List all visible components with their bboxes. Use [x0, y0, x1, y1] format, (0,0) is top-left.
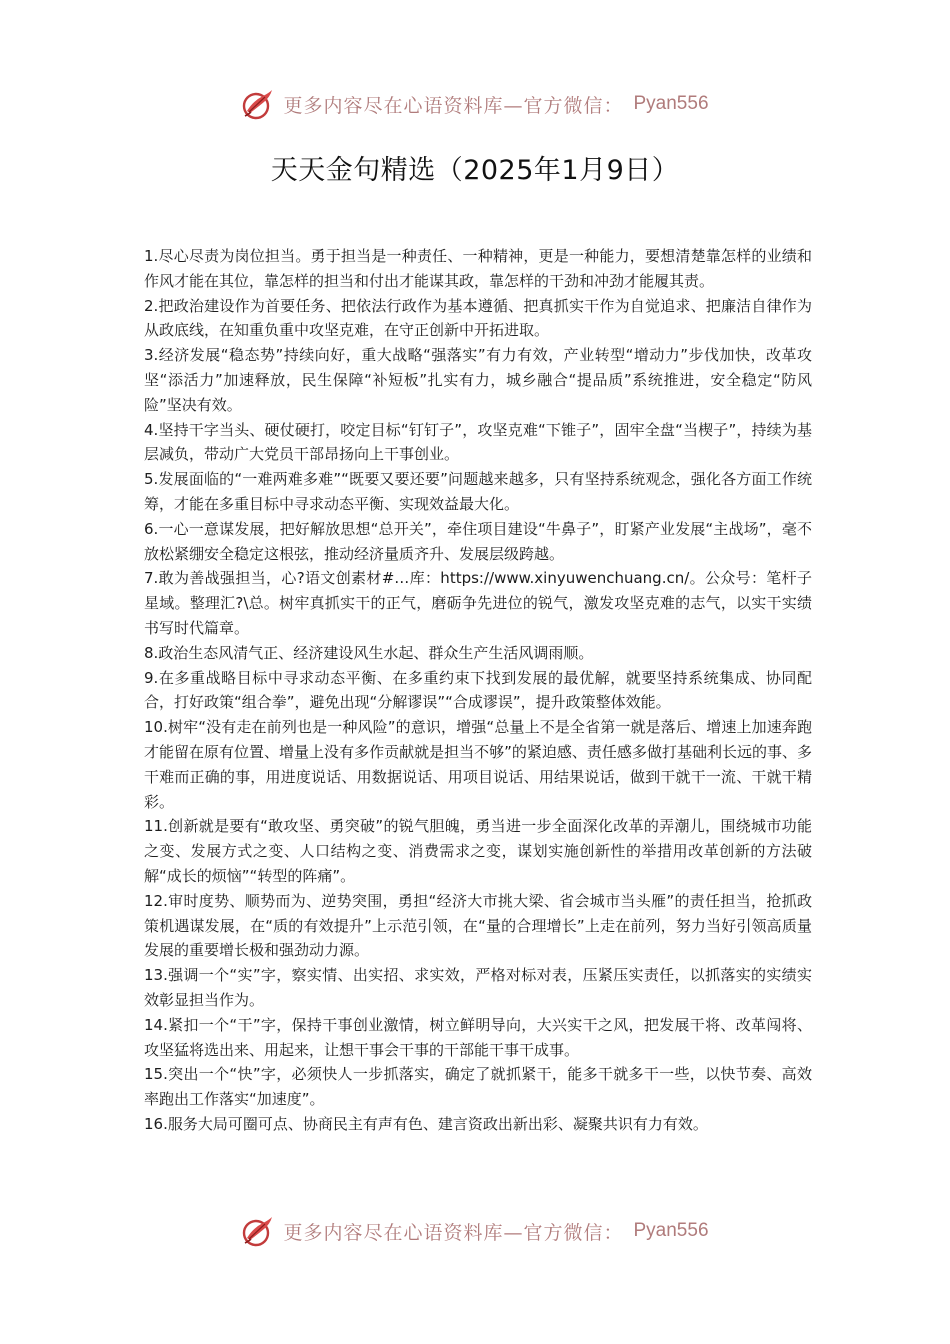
- footer-banner: [0, 1211, 950, 1251]
- quote-item: 6.一心一意谋发展，把好解放思想“总开关”，牵住项目建设“牛鼻子”，盯紧产业发展“主战场”，毫不放松紧绷安全稳定这根弦，推动经济量质齐升、发展层级跨越。: [144, 519, 812, 563]
- quote-item: 14.紧扣一个“干”字，保持干事创业激情，树立鲜明导向，大兴实干之风，把发展干将、改革闯将、攻坚猛将选出来、用起来，让想干事会干事的干部能干事干成事。: [144, 1015, 812, 1059]
- quote-item: 5.发展面临的“一难两难多难”“既要又要还要”问题越来越多，只有坚持系统观念，强化各方面工作统筹，才能在多重目标中寻求动态平衡、实现效益最大化。: [144, 470, 812, 513]
- quote-item: 13.强调一个“实”字，察实情、出实招、求实效，严格对标对表，压紧压实责任，以抓落实的实绩实效彰显担当作为。: [144, 966, 812, 1009]
- quote-item: 12.审时度势、顺势而为、逆势突围，勇担“经济大市挑大梁、省会城市当头雁”的责任担当，抢抓政策机遇谋发展，在“质的有效提升”上示范引领，在“量的合理增长”上走在前列，努力当好引领高质量发展的重要增长极和强劲动力源。: [144, 891, 812, 960]
- quote-item: 9.在多重战略目标中寻求动态平衡、在多重约束下找到发展的最优解，就要坚持系统集成、协同配合，打好政策“组合拳”，避免出现“分解谬误”“合成谬误”，提升政策整体效能。: [144, 668, 812, 712]
- quote-item: 11.创新就是要有“敢攻坚、勇突破”的锐气胆魄，勇当进一步全面深化改革的弄潮儿，围绕城市功能之变、发展方式之变、人口结构之变、消费需求之变，谋划实施创新性的举措用改革创新的方法破解“成长的烦恼”“转型的阵痛”。: [144, 817, 812, 885]
- quote-item: 10.树牢“没有走在前列也是一种风险”的意识，增强“总量上不是全省第一就是落后、增速上加速奔跑才能留在原有位置、增量上没有多作贡献就是担当不够”的紧迫感、责任感多做打基础利长远的事、多干难而正确的事，用进度说话、用数据说话、用项目说话、用结果说话，做到干就干一流、干就干精彩。: [144, 718, 812, 811]
- quote-item: 3.经济发展“稳态势”持续向好，重大战略“强落实”有力有效，产业转型“增动力”步伐加快，改革攻坚“添活力”加速释放，民生保障“补短板”扎实有力，城乡融合“提品质”系统推进，安全稳定“防风险”坚决有效。: [144, 346, 812, 414]
- wechat-id: Pyan556: [633, 93, 709, 114]
- header-banner: [0, 84, 950, 124]
- banner-text: 更多内容尽在心语资料库—官方微信：: [283, 1221, 624, 1244]
- quote-item: 15.突出一个“快”字，必须快人一步抓落实，确定了就抓紧干，能多干就多干一些，以快节奏、高效率跑出工作落实“加速度”。: [144, 1065, 812, 1109]
- quote-item: 7.敢为善战强担当，心?语文创素材#…库：https://www.xinyuwenchuang.cn/。公众号：笔杆子星域。整理汇?\总。树牢真抓实干的正气，磨砺争先进位的锐气，激发攻坚克难的志气，以实干实绩书写时代篇章。: [144, 569, 812, 637]
- banner-text: 更多内容尽在心语资料库—官方微信：: [283, 94, 624, 117]
- quill-logo-icon: [241, 1214, 275, 1248]
- quote-list: [144, 244, 812, 1137]
- quote-item: 16.服务大局可圈可点、协商民主有声有色、建言资政出新出彩、凝聚共识有力有效。: [144, 1114, 708, 1133]
- quill-logo-icon: [241, 87, 275, 121]
- quote-item: 1.尽心尽责为岗位担当。勇于担当是一种责任、一种精神，更是一种能力，要想清楚靠怎样的业绩和作风才能在其位，靠怎样的担当和付出才能谋其政，靠怎样的干劲和冲劲才能履其责。: [144, 247, 812, 290]
- page-title: 天天金句精选（2025年1月9日）: [270, 155, 680, 186]
- quote-item: 8.政治生态风清气正、经济建设风生水起、群众生产生活风调雨顺。: [144, 643, 594, 662]
- wechat-id: Pyan556: [633, 1220, 709, 1241]
- quote-item: 4.坚持干字当头、硬仗硬打，咬定目标“钉钉子”，攻坚克难“下锥子”，固牢全盘“当楔子”，持续为基层减负，带动广大党员干部昂扬向上干事创业。: [144, 420, 812, 464]
- quote-item: 2.把政治建设作为首要任务、把依法行政作为基本遵循、把真抓实干作为自觉追求、把廉洁自律作为从政底线，在知重负重中攻坚克难，在守正创新中开拓进取。: [144, 296, 812, 340]
